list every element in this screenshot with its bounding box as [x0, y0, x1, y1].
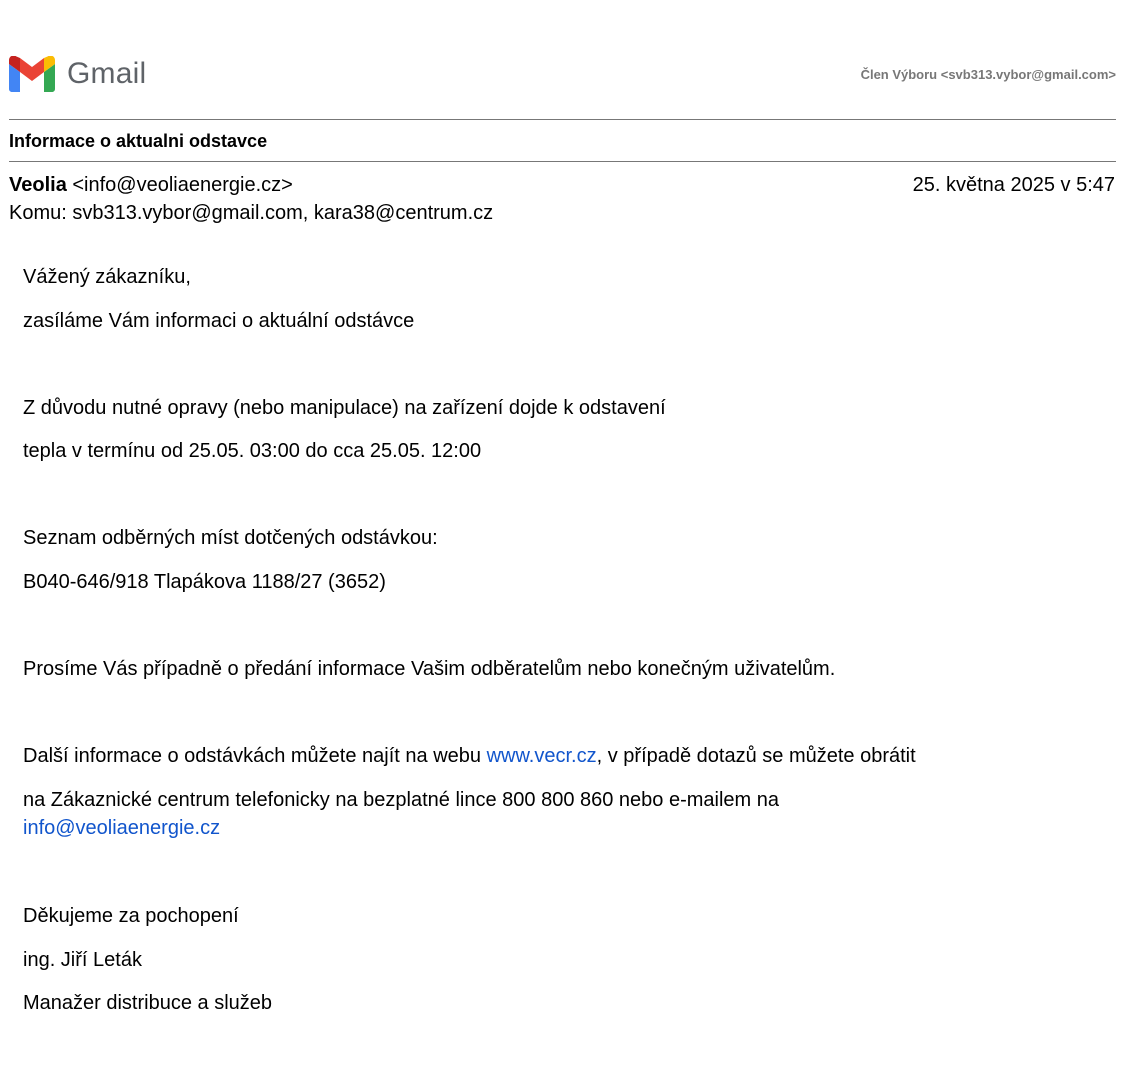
more-info-text: Další informace o odstávkách můžete najít na webu	[23, 745, 487, 767]
body-greeting: Vážený zákazníku,	[23, 266, 191, 288]
body-more-info	[23, 742, 916, 770]
to-recipients: svb313.vybor@gmail.com, kara38@centrum.cz	[72, 202, 494, 224]
body-thanks: Děkujeme za pochopení	[23, 905, 239, 927]
body-contact-line: na Zákaznické centrum telefonicky na bezplatné lince 800 800 860 nebo e-mailem na	[23, 789, 780, 811]
email-date: 25. května 2025 v 5:47	[912, 174, 1115, 196]
divider	[9, 119, 1116, 120]
body-list-heading: Seznam odběrných míst dotčených odstávkou:	[23, 527, 438, 549]
more-info-text-end: , v případě dotazů se můžete obrátit	[596, 745, 916, 767]
email-subject: Informace o aktualni odstavce	[9, 131, 268, 151]
gmail-logo[interactable]	[9, 56, 146, 92]
email-link[interactable]: info@veoliaenergie.cz	[23, 817, 221, 839]
body-intro: zasíláme Vám informaci o aktuální odstávce	[23, 310, 415, 332]
divider	[9, 161, 1116, 162]
web-link[interactable]: www.vecr.cz	[486, 745, 597, 767]
to-label: Komu:	[9, 202, 67, 224]
body-reason-line2: tepla v termínu od 25.05. 03:00 do cca 25.05. 12:00	[23, 440, 482, 462]
signature-title: Manažer distribuce a služeb	[23, 992, 273, 1014]
sender-email: <info@veoliaenergie.cz>	[72, 174, 293, 196]
print-header	[9, 52, 1116, 96]
body-request: Prosíme Vás případně o předání informace Vašim odběratelům nebo konečným uživatelům.	[23, 658, 836, 680]
signature-name: ing. Jiří Leták	[23, 949, 142, 971]
sender-name: Veolia	[9, 174, 67, 196]
gmail-logo-icon	[9, 56, 55, 92]
email-recipients	[9, 202, 493, 225]
body-reason-line1: Z důvodu nutné opravy (nebo manipulace) na zařízení dojde k odstavení	[23, 397, 666, 419]
account-label: Člen Výboru <svb313.vybor@gmail.com>	[860, 67, 1116, 82]
gmail-wordmark: Gmail	[67, 57, 147, 90]
body-place: B040-646/918 Tlapákova 1188/27 (3652)	[23, 571, 386, 593]
email-from	[9, 174, 293, 197]
